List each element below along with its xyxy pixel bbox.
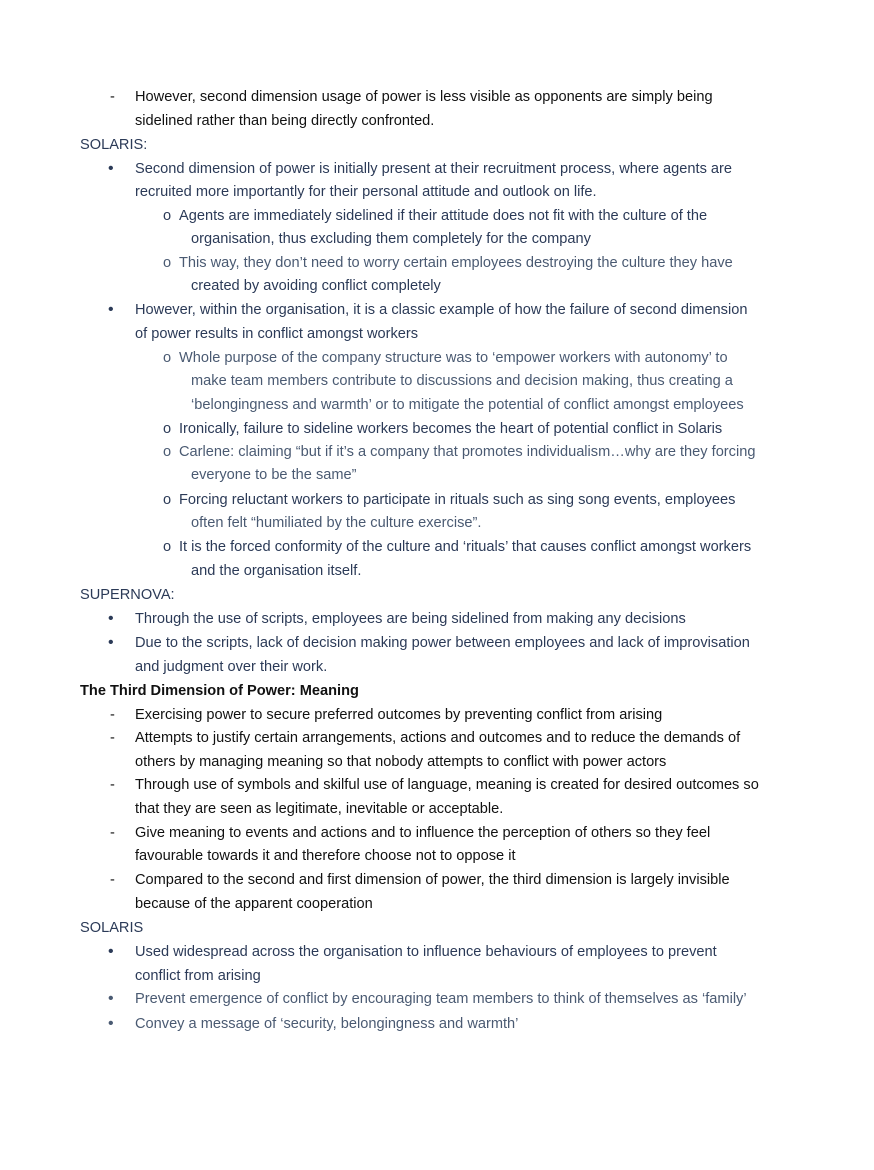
circle-bullet-marker: o: [163, 539, 172, 555]
list-item-text: Used widespread across the organisation to influence behaviours of employees to prevent: [135, 944, 717, 960]
list-item-continuation: everyone to be the same”: [191, 467, 357, 483]
bullet-marker: •: [108, 160, 114, 177]
bullet-marker: •: [108, 301, 114, 318]
list-item-continuation: favourable towards it and therefore choose not to oppose it: [135, 848, 516, 864]
bullet-marker: •: [108, 1015, 114, 1032]
list-item-continuation: sidelined rather than being directly confronted.: [135, 113, 435, 129]
bullet-marker: •: [108, 634, 114, 651]
circle-bullet-marker: o: [163, 492, 172, 508]
list-item-text: Ironically, failure to sideline workers becomes the heart of potential conflict in Solaris: [179, 421, 723, 437]
list-item-text: Prevent emergence of conflict by encouraging team members to think of themselves as ‘family’: [135, 991, 747, 1007]
list-item-continuation: and the organisation itself.: [191, 563, 362, 579]
list-item-text: Through use of symbols and skilful use of language, meaning is created for desired outcomes so: [135, 777, 759, 793]
section-heading: SOLARIS: [80, 920, 144, 936]
list-item-continuation: created by avoiding conflict completely: [191, 278, 441, 294]
bullet-marker: •: [108, 990, 114, 1007]
list-item-text: Due to the scripts, lack of decision making power between employees and lack of improvisation: [135, 635, 750, 651]
list-item-continuation: recruited more importantly for their personal attitude and outlook on life.: [135, 184, 597, 200]
dash-marker: -: [110, 777, 115, 793]
list-item-text: It is the forced conformity of the culture and ‘rituals’ that causes conflict amongst workers: [179, 539, 752, 555]
list-item-text: Attempts to justify certain arrangements, actions and outcomes and to reduce the demands of: [135, 730, 741, 746]
circle-bullet-marker: o: [163, 255, 172, 271]
bullet-marker: •: [108, 943, 114, 960]
list-item-text: Convey a message of ‘security, belongingness and warmth’: [135, 1016, 519, 1032]
list-item-continuation: that they are seen as legitimate, inevitable or acceptable.: [135, 801, 504, 817]
circle-bullet-marker: o: [163, 444, 172, 460]
circle-bullet-marker: o: [163, 350, 172, 366]
list-item-text: Exercising power to secure preferred outcomes by preventing conflict from arising: [135, 707, 663, 723]
list-item-text: This way, they don’t need to worry certain employees destroying the culture they have: [179, 255, 733, 271]
list-item-text: Give meaning to events and actions and to influence the perception of others so they feel: [135, 825, 711, 841]
list-item-text: However, within the organisation, it is a classic example of how the failure of second dimension: [135, 302, 748, 318]
list-item-continuation: of power results in conflict amongst workers: [135, 326, 419, 342]
list-item-continuation: make team members contribute to discussions and decision making, thus creating a: [191, 373, 733, 389]
list-item-continuation: conflict from arising: [135, 968, 261, 984]
list-item-text: However, second dimension usage of power is less visible as opponents are simply being: [135, 89, 713, 105]
dash-marker: -: [110, 730, 115, 746]
circle-bullet-marker: o: [163, 421, 172, 437]
list-item-text: Carlene: claiming “but if it’s a company that promotes individualism…why are they forcing: [179, 444, 756, 460]
list-item-continuation: and judgment over their work.: [135, 659, 328, 675]
dash-marker: -: [110, 825, 115, 841]
list-item-text: Whole purpose of the company structure was to ‘empower workers with autonomy’ to: [179, 350, 728, 366]
list-item-text: Compared to the second and first dimension of power, the third dimension is largely invisible: [135, 872, 730, 888]
list-item-text: Through the use of scripts, employees are being sidelined from making any decisions: [135, 611, 686, 627]
bullet-marker: •: [108, 610, 114, 627]
list-item-continuation: organisation, thus excluding them completely for the company: [191, 231, 591, 247]
section-title: The Third Dimension of Power: Meaning: [80, 683, 359, 699]
list-item-continuation: often felt “humiliated by the culture exercise”.: [191, 515, 482, 531]
list-item-text: Forcing reluctant workers to participate in rituals such as sing song events, employees: [179, 492, 736, 508]
dash-marker: -: [110, 872, 115, 888]
circle-bullet-marker: o: [163, 208, 172, 224]
section-heading: SUPERNOVA:: [80, 587, 175, 603]
list-item-text: Second dimension of power is initially present at their recruitment process, where agents are: [135, 161, 733, 177]
list-item-text: Agents are immediately sidelined if their attitude does not fit with the culture of the: [179, 208, 708, 224]
section-heading: SOLARIS:: [80, 137, 148, 153]
dash-marker: -: [110, 707, 115, 723]
list-item-continuation: ‘belongingness and warmth’ or to mitigate the potential of conflict amongst employees: [191, 397, 744, 413]
list-item-continuation: because of the apparent cooperation: [135, 896, 373, 912]
list-item-continuation: others by managing meaning so that nobody attempts to conflict with power actors: [135, 754, 667, 770]
dash-marker: -: [110, 89, 115, 105]
